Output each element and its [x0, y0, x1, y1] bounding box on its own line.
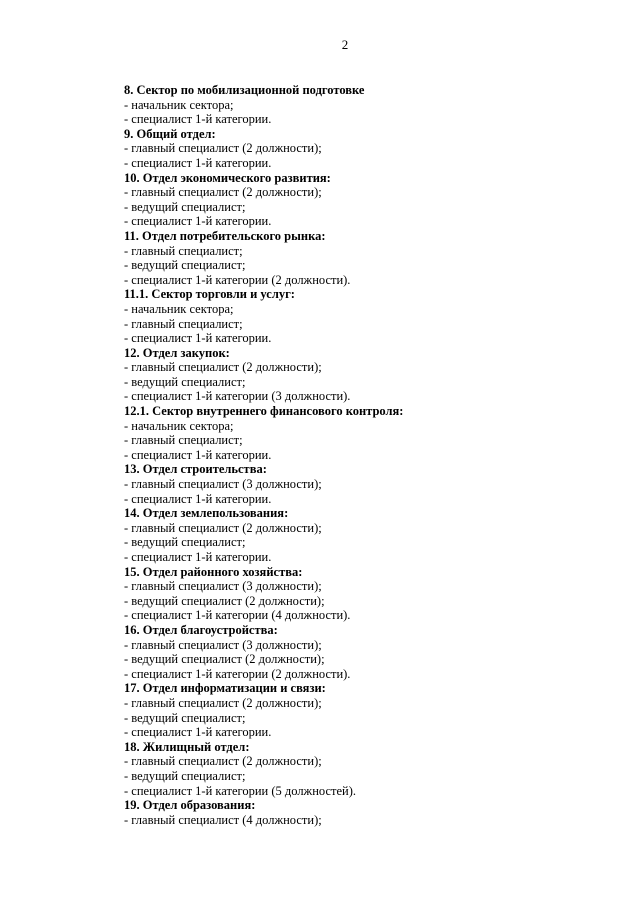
section-internal-financial-control — [124, 404, 544, 462]
section-heading: 12.1. Сектор внутреннего финансового контроля: — [124, 404, 404, 419]
section-construction — [124, 462, 544, 506]
page-number: 2 — [341, 37, 349, 52]
position-item: - специалист 1-й категории (4 должности). — [124, 608, 351, 623]
section-general — [124, 127, 544, 171]
section-procurement — [124, 346, 544, 404]
section-mobilization — [124, 83, 544, 127]
section-heading: 8. Сектор по мобилизационной подготовке — [124, 83, 365, 97]
position-item: - специалист 1-й категории (2 должности). — [124, 666, 351, 681]
position-item: - главный специалист (2 должности); — [124, 754, 322, 769]
position-item: - специалист 1-й категории (2 должности). — [124, 272, 351, 287]
section-education — [124, 798, 544, 827]
section-heading: 18. Жилищный отдел: — [124, 739, 250, 754]
section-housing — [124, 740, 544, 798]
position-item: - ведущий специалист (2 должности); — [124, 593, 325, 608]
staff-list — [124, 83, 544, 827]
position-item: - главный специалист (2 должности); — [124, 695, 322, 710]
section-heading: 11.1. Сектор торговли и услуг: — [124, 287, 295, 302]
position-item: - главный специалист (3 должности); — [124, 637, 322, 652]
section-land-use — [124, 506, 544, 564]
position-item: - специалист 1-й категории. — [124, 214, 272, 229]
section-heading: 16. Отдел благоустройства: — [124, 622, 278, 637]
position-item: - ведущий специалист; — [124, 710, 246, 725]
position-item: - начальник сектора; — [124, 301, 234, 316]
position-item: - главный специалист (2 должности); — [124, 360, 322, 375]
section-heading: 14. Отдел землепользования: — [124, 506, 289, 521]
position-item: - главный специалист (2 должности); — [124, 520, 322, 535]
section-heading: 15. Отдел районного хозяйства: — [124, 564, 303, 579]
position-item: - главный специалист (4 должности); — [124, 812, 322, 827]
section-district-economy — [124, 565, 544, 623]
position-item: - специалист 1-й категории (3 должности). — [124, 389, 351, 404]
section-heading: 9. Общий отдел: — [124, 126, 216, 141]
position-item: - ведущий специалист; — [124, 258, 246, 273]
position-item: - специалист 1-й категории. — [124, 447, 272, 462]
position-item: - начальник сектора; — [124, 97, 234, 112]
section-informatization — [124, 681, 544, 739]
position-item: - специалист 1-й категории. — [124, 112, 272, 127]
position-item: - ведущий специалист; — [124, 199, 246, 214]
position-item: - главный специалист (2 должности); — [124, 185, 322, 200]
position-item: - главный специалист; — [124, 243, 243, 258]
position-item: - главный специалист; — [124, 433, 243, 448]
position-item: - главный специалист; — [124, 316, 243, 331]
position-item: - специалист 1-й категории (5 должностей). — [124, 783, 356, 798]
position-item: - специалист 1-й категории. — [124, 491, 272, 506]
position-item: - главный специалист (3 должности); — [124, 579, 322, 594]
position-item: - ведущий специалист; — [124, 535, 246, 550]
position-item: - главный специалист (2 должности); — [124, 141, 322, 156]
section-consumer-market — [124, 229, 544, 287]
position-item: - начальник сектора; — [124, 418, 234, 433]
section-heading: 10. Отдел экономического развития: — [124, 170, 331, 185]
position-item: - ведущий специалист; — [124, 374, 246, 389]
position-item: - специалист 1-й категории. — [124, 550, 272, 564]
position-item: - специалист 1-й категории. — [124, 331, 272, 346]
position-item: - ведущий специалист (2 должности); — [124, 652, 325, 667]
section-heading: 17. Отдел информатизации и связи: — [124, 681, 326, 696]
position-item: - ведущий специалист; — [124, 768, 246, 783]
position-item: - главный специалист (3 должности); — [124, 477, 322, 492]
position-item: - специалист 1-й категории. — [124, 155, 272, 170]
position-item: - специалист 1-й категории. — [124, 725, 272, 740]
section-economic-development — [124, 171, 544, 229]
section-heading: 13. Отдел строительства: — [124, 462, 267, 477]
section-trade-services — [124, 287, 544, 345]
section-heading: 11. Отдел потребительского рынка: — [124, 228, 326, 243]
section-heading: 19. Отдел образования: — [124, 798, 256, 813]
section-landscaping — [124, 623, 544, 681]
section-heading: 12. Отдел закупок: — [124, 345, 230, 360]
